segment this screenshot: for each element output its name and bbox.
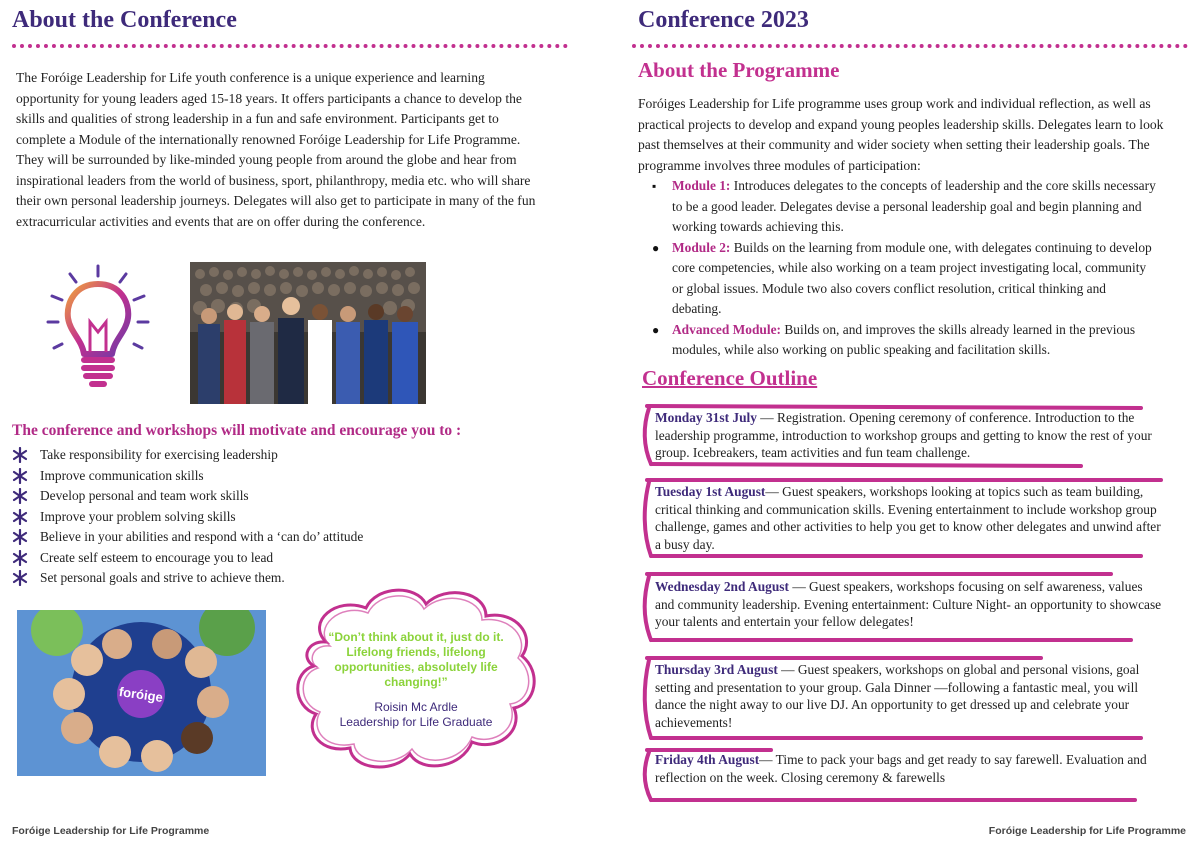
- programme-intro: Foróiges Leadership for Life programme uses group work and individual reflection, as well as practical projects to develop and expand young peoples leadership skills. Delegates learn to look past themselves at their community and wider society when setting their leadership goals. The programme involves three modules of participation:: [638, 96, 1164, 173]
- day-text: [655, 409, 1163, 462]
- right-page-title: Conference 2023: [638, 7, 809, 33]
- modules-list: [638, 176, 1158, 361]
- bullet-icon: ▪: [652, 179, 657, 193]
- day-card-wednesday: [641, 570, 1171, 644]
- star-bullet-icon: [12, 509, 28, 525]
- day-card-tuesday: [641, 476, 1171, 560]
- day-card-friday: [641, 746, 1171, 804]
- right-footer: Foróige Leadership for Life Programme: [988, 825, 1186, 837]
- list-item: [638, 238, 1158, 320]
- quote-text: “Don’t think about it, just do it. Lifelong friends, lifelong opportunities, absolutely life changing!”: [328, 630, 504, 689]
- left-footer: Foróige Leadership for Life Programme: [12, 825, 210, 837]
- skill-text: Improve your problem solving skills: [40, 508, 236, 524]
- star-bullet-icon: [12, 447, 28, 463]
- module-text: Introduces delegates to the concepts of leadership and the core skills necessary to be a good leader. Delegates devise a personal leadership goal and begin planning and working towards achieving this.: [672, 178, 1156, 234]
- list-item: [638, 320, 1158, 361]
- module-name: Module 2:: [672, 239, 731, 255]
- star-bullet-icon: [12, 468, 28, 484]
- list-item: [12, 466, 363, 487]
- left-page-title: About the Conference: [12, 7, 237, 33]
- day-text: [655, 661, 1163, 731]
- star-bullet-icon: [12, 550, 28, 566]
- list-item: [12, 507, 363, 528]
- day-description: — Guest speakers, workshops looking at topics such as team building, critical thinking and communication skills. Evening entertainment to include workshop group challenge, games and other activities to help you get to know other delegates and unwind after a busy day.: [655, 484, 1161, 552]
- title-divider: [12, 44, 568, 48]
- day-label: Thursday 3rd August: [655, 662, 778, 677]
- programme-heading: About the Programme: [638, 58, 840, 82]
- day-description: — Time to pack your bags and get ready to say farewell. Evaluation and reflection on the week. Closing ceremony & farewells: [655, 752, 1147, 785]
- motivate-heading: The conference and workshops will motivate and encourage you to :: [12, 422, 462, 439]
- day-description: — Guest speakers, workshops on global and personal visions, goal setting and presentation to your group. Gala Dinner —following a fantastic meal, you will dance the night away to our live DJ. An opportunity to get dressed up and celebrate your achievements!: [655, 662, 1140, 730]
- bullet-icon: ●: [652, 322, 660, 337]
- quote-author-name: Roisin Mc Ardle: [374, 700, 458, 714]
- list-item: [12, 527, 363, 548]
- day-text: [655, 751, 1163, 786]
- skill-text: Develop personal and team work skills: [40, 488, 249, 503]
- shirt-logo-text: foróige: [118, 684, 164, 705]
- list-item: [12, 445, 363, 466]
- quote-author-role: Leadership for Life Graduate: [339, 715, 493, 729]
- star-bullet-icon: [12, 570, 28, 586]
- title-divider-right: [632, 44, 1188, 48]
- day-label: Friday 4th August: [655, 752, 760, 767]
- lightbulb-icon: [40, 262, 160, 402]
- list-item: [12, 486, 363, 507]
- quote-cloud: [286, 582, 546, 782]
- group-photo-auditorium: [190, 262, 426, 404]
- outline-heading: Conference Outline: [642, 366, 818, 390]
- module-text: Builds on, and improves the skills already learned in the previous modules, while also working on public speaking and facilitation skills.: [672, 321, 1136, 357]
- day-label: Monday 31st July: [655, 410, 757, 425]
- skill-text: Set personal goals and strive to achieve them.: [40, 570, 285, 585]
- day-description: — Registration. Opening ceremony of conference. Introduction to the leadership programme, introduction to workshop groups and getting to know the rest of your group. Icebreakers, team activities and fun team challenge.: [655, 410, 1152, 461]
- module-name: Advanced Module:: [672, 321, 781, 337]
- skill-text: Improve communication skills: [40, 467, 204, 483]
- skill-text: Believe in your abilities and respond with a ‘can do’ attitude: [40, 529, 364, 544]
- skill-text: Take responsibility for exercising leadership: [40, 447, 278, 462]
- star-bullet-icon: [12, 488, 28, 504]
- day-text: [655, 483, 1163, 553]
- module-name: Module 1:: [672, 178, 731, 193]
- list-item: [638, 176, 1158, 238]
- bullet-icon: ●: [652, 240, 660, 255]
- module-text: Builds on the learning from module one, with delegates continuing to develop core competencies, while also working on a team project investigating local, community or global issues. Module two also covers conflict resolution, critical thinking and debating.: [672, 239, 1152, 316]
- day-label: Wednesday 2nd August: [655, 579, 789, 594]
- list-item: [12, 548, 363, 569]
- day-card-thursday: [641, 654, 1171, 742]
- huddle-photo: [17, 610, 266, 776]
- day-label: Tuesday 1st August: [655, 484, 766, 499]
- day-text: [655, 578, 1163, 631]
- day-card-monday: [641, 402, 1171, 468]
- skill-text: Create self esteem to encourage you to lead: [40, 549, 274, 565]
- skills-list: [12, 445, 363, 589]
- star-bullet-icon: [12, 529, 28, 545]
- conference-intro: The Foróige Leadership for Life youth conference is a unique experience and learning opportunity for young leaders aged 15-18 years. It offers participants a chance to develop the skills and qualities of strong leadership in a fun and safe environment. Participants get to complete a Module of the internationally renowned Foróige Leadership for Life Programme. They will be surrounded by like-minded young people from around the globe and hear from inspirational leaders from the world of business, sport, philanthropy, media etc. who will share their own personal leadership journeys. Delegates will also get to participate in many of the fun extracurricular activities and events that are on offer during the conference.: [16, 70, 536, 229]
- day-description: — Guest speakers, workshops focusing on self awareness, values and community leadership. Evening entertainment: Culture Night- an opportunity to showcase your talents and entertain your fellow delegates!: [655, 579, 1162, 630]
